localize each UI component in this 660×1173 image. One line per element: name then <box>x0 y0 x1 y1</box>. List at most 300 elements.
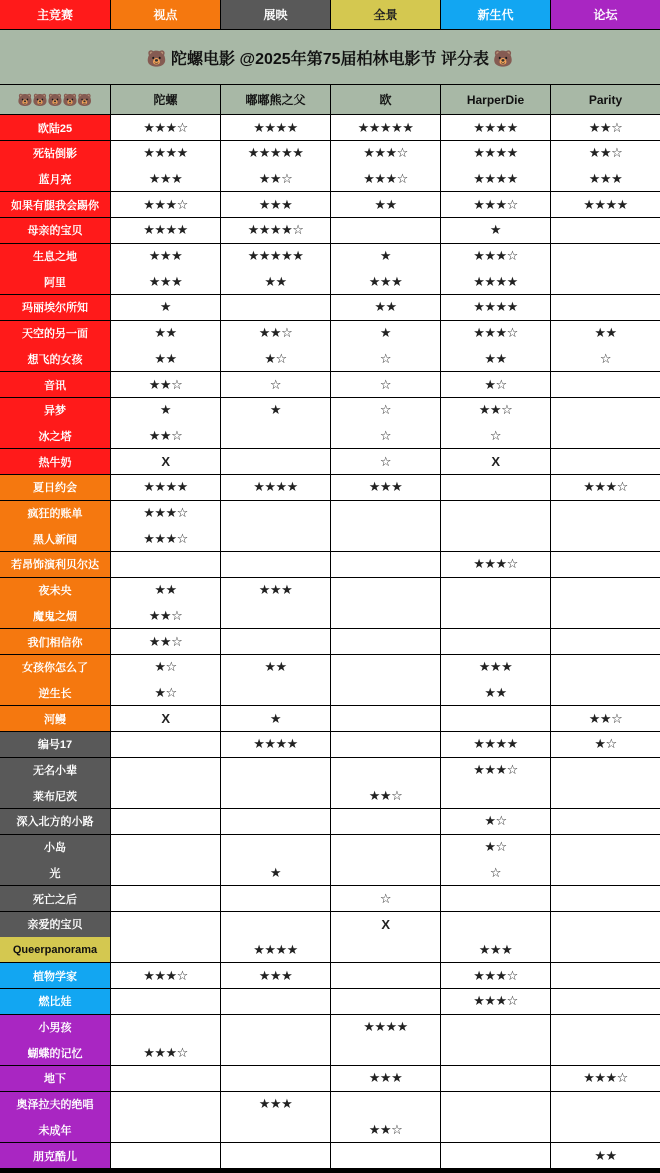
table-row <box>0 346 660 372</box>
rating-cell: ★★★ <box>331 269 441 295</box>
film-title: 母亲的宝贝 <box>0 218 111 244</box>
rating-cell <box>331 989 441 1015</box>
rating-cell: ☆ <box>331 886 441 912</box>
rating-cell: ★★★★★ <box>221 141 331 167</box>
film-title: 玛丽埃尔所知 <box>0 295 111 321</box>
rating-cell <box>551 963 660 989</box>
rating-cell <box>221 423 331 449</box>
table-row <box>0 578 660 604</box>
rating-cell: ★★★★ <box>441 141 551 167</box>
rating-cell <box>551 1117 660 1143</box>
rating-cell <box>441 1040 551 1066</box>
legend-special: 展映 <box>221 0 331 30</box>
rating-cell <box>441 886 551 912</box>
rating-cell <box>551 629 660 655</box>
rating-cell <box>221 603 331 629</box>
rating-cell <box>331 655 441 681</box>
table-row <box>0 1015 660 1041</box>
header-reviewer: 欧 <box>331 85 441 115</box>
rating-cell <box>221 1040 331 1066</box>
rating-cell: ★★★ <box>441 937 551 963</box>
table-row <box>0 937 660 963</box>
rating-cell: ★☆ <box>441 372 551 398</box>
rating-cell: ★★★★ <box>111 475 221 501</box>
rating-cell <box>221 449 331 475</box>
rating-cell <box>551 552 660 578</box>
rating-cell: ★★★ <box>111 244 221 270</box>
rating-cell <box>221 886 331 912</box>
table-row <box>0 244 660 270</box>
rating-cell <box>551 655 660 681</box>
film-title: 小男孩 <box>0 1015 111 1041</box>
rating-cell: ★★ <box>111 321 221 347</box>
table-row <box>0 449 660 475</box>
rating-cell: ★★ <box>221 269 331 295</box>
header-reviewer: 陀螺 <box>111 85 221 115</box>
rating-cell: ★★ <box>551 321 660 347</box>
film-title: 蝴蝶的记忆 <box>0 1040 111 1066</box>
legend-perspectives: 视点 <box>111 0 221 30</box>
rating-cell: ★☆ <box>221 346 331 372</box>
film-title: 欧陆25 <box>0 115 111 141</box>
rating-cell <box>551 886 660 912</box>
rating-cell <box>551 372 660 398</box>
rating-cell <box>111 552 221 578</box>
rating-cell: ★★☆ <box>111 423 221 449</box>
rating-cell: ★★☆ <box>111 629 221 655</box>
film-title: 深入北方的小路 <box>0 809 111 835</box>
rating-cell: ★★★★ <box>441 732 551 758</box>
rating-cell <box>551 1092 660 1118</box>
film-title: 热牛奶 <box>0 449 111 475</box>
rating-cell: ★★★★★ <box>221 244 331 270</box>
film-title: 夏日约会 <box>0 475 111 501</box>
rating-cell <box>111 937 221 963</box>
rating-cell: ☆ <box>331 423 441 449</box>
rating-cell: ★★ <box>221 655 331 681</box>
rating-cell: ★★★★ <box>551 192 660 218</box>
rating-cell <box>111 1117 221 1143</box>
rating-cell: ★★★☆ <box>441 244 551 270</box>
rating-cell: ★★★☆ <box>111 963 221 989</box>
rating-cell: ★ <box>111 398 221 424</box>
rating-cell <box>111 860 221 886</box>
rating-cell: ★★★★ <box>221 475 331 501</box>
film-title: 奥泽拉夫的绝唱 <box>0 1092 111 1118</box>
film-title: 河鳗 <box>0 706 111 732</box>
rating-cell <box>551 295 660 321</box>
rating-cell <box>331 603 441 629</box>
rating-cell: ★★★☆ <box>331 166 441 192</box>
legend-panorama: 全景 <box>331 0 441 30</box>
rating-cell: ★★★☆ <box>111 526 221 552</box>
rating-cell: ★★★☆ <box>441 963 551 989</box>
table-row <box>0 372 660 398</box>
table-row <box>0 732 660 758</box>
rating-cell <box>331 860 441 886</box>
rating-cell: ★★★★★ <box>331 115 441 141</box>
rating-cell: ★★☆ <box>221 321 331 347</box>
rating-cell <box>331 758 441 784</box>
rating-cell <box>221 1066 331 1092</box>
rating-cell: ★★★☆ <box>551 1066 660 1092</box>
film-title: 阿里 <box>0 269 111 295</box>
header-corner: 🐻🐻🐻🐻🐻 <box>0 85 111 115</box>
rating-cell: ★★ <box>331 295 441 321</box>
rating-cell <box>111 1092 221 1118</box>
table-row <box>0 706 660 732</box>
rating-cell: ★★★ <box>441 655 551 681</box>
rating-cell <box>441 1117 551 1143</box>
rating-cell: ★★★☆ <box>111 115 221 141</box>
rating-cell <box>331 501 441 527</box>
table-row <box>0 1040 660 1066</box>
table-row <box>0 758 660 784</box>
film-title: 植物学家 <box>0 963 111 989</box>
rating-cell <box>551 1015 660 1041</box>
rating-cell <box>551 603 660 629</box>
table-row <box>0 1143 660 1169</box>
rating-cell <box>331 809 441 835</box>
rating-cell <box>111 886 221 912</box>
rating-cell: ★★★★ <box>221 732 331 758</box>
rating-cell <box>331 963 441 989</box>
film-title: Queerpanorama <box>0 937 111 963</box>
rating-cell: ★★☆ <box>551 706 660 732</box>
header-reviewer: Parity <box>551 85 660 115</box>
rating-cell: ★★★ <box>221 192 331 218</box>
rating-cell <box>331 552 441 578</box>
table-row <box>0 218 660 244</box>
film-title: 死亡之后 <box>0 886 111 912</box>
table-row <box>0 526 660 552</box>
film-title: 死钻倒影 <box>0 141 111 167</box>
rating-cell: ★★★★☆ <box>221 218 331 244</box>
rating-cell <box>331 218 441 244</box>
rating-cell <box>331 1092 441 1118</box>
rating-cell: ★ <box>331 244 441 270</box>
rating-cell <box>331 1143 441 1169</box>
rating-cell: ★★★★ <box>331 1015 441 1041</box>
film-title: 魔鬼之烟 <box>0 603 111 629</box>
rating-cell: ★☆ <box>441 809 551 835</box>
table-row <box>0 552 660 578</box>
rating-cell: ★★☆ <box>551 115 660 141</box>
rating-cell: ★★☆ <box>111 372 221 398</box>
table-row <box>0 141 660 167</box>
rating-cell <box>551 423 660 449</box>
table-row <box>0 398 660 424</box>
film-title: 冰之塔 <box>0 423 111 449</box>
rating-cell: X <box>111 706 221 732</box>
rating-cell <box>551 835 660 861</box>
table-row <box>0 655 660 681</box>
table-row <box>0 192 660 218</box>
film-title: 如果有腿我会踢你 <box>0 192 111 218</box>
film-title: 夜未央 <box>0 578 111 604</box>
rating-cell: ☆ <box>331 449 441 475</box>
rating-cell: X <box>111 449 221 475</box>
table-row <box>0 783 660 809</box>
film-title: 若昂饰演利贝尔达 <box>0 552 111 578</box>
table-row <box>0 475 660 501</box>
rating-cell: ★★★☆ <box>441 321 551 347</box>
table-row <box>0 269 660 295</box>
rating-cell: X <box>441 449 551 475</box>
film-title: 天空的另一面 <box>0 321 111 347</box>
rating-cell: ★★ <box>441 680 551 706</box>
table-row <box>0 166 660 192</box>
table-row <box>0 603 660 629</box>
rating-cell <box>111 1015 221 1041</box>
rating-cell: ★★★ <box>331 1066 441 1092</box>
header-reviewer: 嘟嘟熊之父 <box>221 85 331 115</box>
rating-cell <box>221 501 331 527</box>
film-title: 地下 <box>0 1066 111 1092</box>
rating-cell: ★★★★ <box>111 218 221 244</box>
rating-cell <box>441 475 551 501</box>
rating-cell <box>221 1143 331 1169</box>
rating-cell: ★☆ <box>551 732 660 758</box>
film-title: 蓝月亮 <box>0 166 111 192</box>
film-title: 想飞的女孩 <box>0 346 111 372</box>
rating-cell: ★★★☆ <box>441 192 551 218</box>
table-row <box>0 115 660 141</box>
rating-cell: ★ <box>221 398 331 424</box>
section-legend <box>0 0 660 30</box>
rating-cell: ☆ <box>441 860 551 886</box>
rating-cell <box>221 629 331 655</box>
rating-cell <box>221 295 331 321</box>
rating-cell: ★★★☆ <box>441 758 551 784</box>
table-row <box>0 1092 660 1118</box>
legend-generation: 新生代 <box>441 0 551 30</box>
rating-cell <box>221 989 331 1015</box>
rating-cell: ★★★ <box>221 578 331 604</box>
rating-cell <box>551 758 660 784</box>
table-row <box>0 321 660 347</box>
rating-cell <box>441 501 551 527</box>
rating-cell <box>441 603 551 629</box>
rating-cell <box>111 835 221 861</box>
rating-cell <box>111 912 221 938</box>
film-title: 异梦 <box>0 398 111 424</box>
rating-cell <box>111 809 221 835</box>
film-title: 编号17 <box>0 732 111 758</box>
rating-cell <box>331 680 441 706</box>
table-row <box>0 835 660 861</box>
rating-cell: ★★★ <box>331 475 441 501</box>
legend-forum: 论坛 <box>551 0 660 30</box>
rating-cell <box>221 758 331 784</box>
film-title: 亲爱的宝贝 <box>0 912 111 938</box>
rating-cell <box>551 989 660 1015</box>
table-row <box>0 886 660 912</box>
rating-cell <box>551 269 660 295</box>
film-title: 未成年 <box>0 1117 111 1143</box>
rating-cell: ★★ <box>111 578 221 604</box>
rating-cell <box>551 860 660 886</box>
rating-cell <box>441 1066 551 1092</box>
rating-cell <box>111 1143 221 1169</box>
rating-cell: ★ <box>111 295 221 321</box>
rating-cell <box>551 449 660 475</box>
rating-cell <box>551 501 660 527</box>
rating-cell: ★★★☆ <box>551 475 660 501</box>
table-row <box>0 963 660 989</box>
table-row <box>0 989 660 1015</box>
rating-cell <box>221 783 331 809</box>
rating-cell <box>441 783 551 809</box>
rating-cell <box>221 1117 331 1143</box>
table-header <box>0 85 660 115</box>
rating-cell <box>111 758 221 784</box>
rating-cell: ★ <box>331 321 441 347</box>
rating-cell: ★★★☆ <box>441 552 551 578</box>
rating-cell <box>551 244 660 270</box>
rating-cell: ★★ <box>111 346 221 372</box>
rating-cell: ★★★☆ <box>111 192 221 218</box>
rating-cell: ★★☆ <box>441 398 551 424</box>
rating-cell <box>221 1015 331 1041</box>
rating-cell <box>551 578 660 604</box>
rating-cell <box>331 526 441 552</box>
rating-cell: ★ <box>441 218 551 244</box>
film-title: 疯狂的账单 <box>0 501 111 527</box>
rating-cell: ★★★★ <box>441 115 551 141</box>
rating-cell <box>331 937 441 963</box>
rating-cell: ★☆ <box>111 680 221 706</box>
rating-cell <box>331 706 441 732</box>
film-title: 光 <box>0 860 111 886</box>
table-row <box>0 1066 660 1092</box>
rating-cell <box>441 706 551 732</box>
rating-cell <box>111 732 221 758</box>
rating-cell: ☆ <box>551 346 660 372</box>
table-row <box>0 912 660 938</box>
page-title: 🐻 陀螺电影 @2025年第75届柏林电影节 评分表 🐻 <box>0 30 660 85</box>
rating-cell: ★★★☆ <box>111 501 221 527</box>
rating-cell: ☆ <box>331 346 441 372</box>
film-title: 莱布尼茨 <box>0 783 111 809</box>
rating-cell: ★★☆ <box>221 166 331 192</box>
rating-cell <box>111 783 221 809</box>
rating-cell: ★★ <box>441 346 551 372</box>
rating-cell: ★☆ <box>111 655 221 681</box>
film-title: 黑人新闻 <box>0 526 111 552</box>
table-row <box>0 423 660 449</box>
rating-cell: ★★★ <box>221 1092 331 1118</box>
rating-cell: ★★★ <box>221 963 331 989</box>
rating-cell <box>111 989 221 1015</box>
rating-cell: ★★★★ <box>441 295 551 321</box>
table-row <box>0 809 660 835</box>
rating-cell <box>221 680 331 706</box>
film-title: 燃比娃 <box>0 989 111 1015</box>
rating-cell <box>551 783 660 809</box>
rating-cell: ★★★☆ <box>441 989 551 1015</box>
rating-cell <box>441 629 551 655</box>
rating-cell: ★★★★ <box>441 166 551 192</box>
rating-cell <box>441 578 551 604</box>
rating-cell: ★★ <box>331 192 441 218</box>
table-row <box>0 680 660 706</box>
rating-cell <box>551 809 660 835</box>
film-title: 逆生长 <box>0 680 111 706</box>
rating-cell <box>441 526 551 552</box>
rating-cell: ★★★★ <box>221 937 331 963</box>
rating-cell <box>331 732 441 758</box>
rating-cell <box>441 912 551 938</box>
film-title: 朋克酷儿 <box>0 1143 111 1169</box>
film-title: 音讯 <box>0 372 111 398</box>
rating-cell: ★★★★ <box>111 141 221 167</box>
rating-cell <box>441 1092 551 1118</box>
rating-cell <box>221 912 331 938</box>
table-row <box>0 295 660 321</box>
rating-cell <box>551 680 660 706</box>
rating-cell: ★★ <box>551 1143 660 1169</box>
rating-cell: ★★★☆ <box>331 141 441 167</box>
film-title: 无名小辈 <box>0 758 111 784</box>
rating-cell: ★★☆ <box>331 783 441 809</box>
rating-cell: ★★★★ <box>441 269 551 295</box>
rating-cell: ★ <box>221 706 331 732</box>
rating-cell: ★★★★ <box>221 115 331 141</box>
film-title: 我们相信你 <box>0 629 111 655</box>
film-title: 小岛 <box>0 835 111 861</box>
table-row <box>0 860 660 886</box>
rating-cell: ☆ <box>221 372 331 398</box>
rating-cell: ☆ <box>441 423 551 449</box>
rating-cell: ☆ <box>331 372 441 398</box>
rating-cell: X <box>331 912 441 938</box>
table-row <box>0 1117 660 1143</box>
rating-cell <box>441 1015 551 1041</box>
film-title: 生息之地 <box>0 244 111 270</box>
table-row <box>0 629 660 655</box>
rating-cell: ★★☆ <box>551 141 660 167</box>
rating-cell: ★★★ <box>551 166 660 192</box>
rating-cell <box>441 1143 551 1169</box>
rating-cell <box>551 912 660 938</box>
rating-cell <box>551 1040 660 1066</box>
rating-cell <box>331 835 441 861</box>
header-reviewer: HarperDie <box>441 85 551 115</box>
rating-cell <box>111 1066 221 1092</box>
rating-cell <box>551 398 660 424</box>
rating-cell: ☆ <box>331 398 441 424</box>
rating-cell <box>221 809 331 835</box>
rating-cell <box>331 578 441 604</box>
film-title: 女孩你怎么了 <box>0 655 111 681</box>
rating-cell <box>221 526 331 552</box>
rating-cell <box>551 526 660 552</box>
rating-cell <box>551 218 660 244</box>
rating-cell: ★★★☆ <box>111 1040 221 1066</box>
rating-cell <box>551 937 660 963</box>
rating-cell: ★ <box>221 860 331 886</box>
rating-cell <box>331 1040 441 1066</box>
table-row <box>0 501 660 527</box>
rating-cell: ★★☆ <box>331 1117 441 1143</box>
rating-cell: ★★★ <box>111 269 221 295</box>
legend-competition: 主竞赛 <box>0 0 111 30</box>
rating-cell: ★★☆ <box>111 603 221 629</box>
rating-cell <box>221 552 331 578</box>
rating-cell: ★☆ <box>441 835 551 861</box>
rating-cell <box>221 835 331 861</box>
